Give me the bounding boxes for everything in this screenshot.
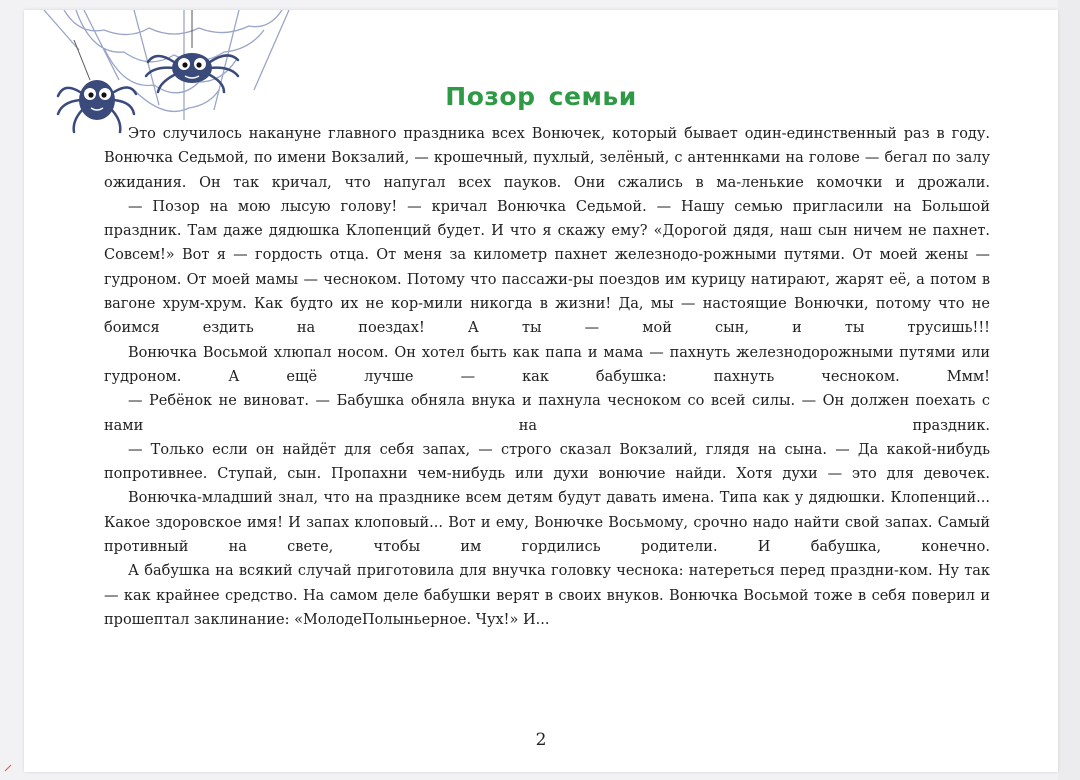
paragraph: Это случилось накануне главного праздника всех Вонючек, который бывает один-единственный раз в году. Вонючка Седьмой, по имени Вокзалий, — крошечный, пухлый, зелёный, с антеннками на голове — бегал по залу ожидания. Он так кричал, что напугал всех пауков. Они сжались в ма-ленькие комочки и дрожали. [104,126,990,191]
spider-icon [146,10,238,92]
paragraph: — Позор на мою лысую голову! — кричал Вонючка Седьмой. — Нашу семью пригласили на Большой праздник. Там даже дядюшка Клопенций будет. И что я скажу ему? «Дорогой дядя, наш сын ничем не пахнет. Совсем!» Вот я — гордость отца. От меня за километр пахнет железнодо-рожными путями. От моей жены — гудроном. От моей мамы — чесноком. Потому что пассажи-ры поездов им курицу натирают, жарят её, а потом в вагоне хрум-хрум. Как будто их не кор-мили никогда в жизни! Да, мы — настоящие Вонючки, потому что не боимся ездить на поездах! А ты — мой сын, и ты трусишь!!! [104,198,990,337]
corner-mark-icon [4,764,12,772]
paragraph: — Ребёнок не виноват. — Бабушка обняла внука и пахнула чесноком со всей силы. — Он должен поехать с нами на праздник. [104,393,990,434]
paragraph: А бабушка на всякий случай приготовила для внучка головку чеснока: натереться перед праздни-ком. Ну так — как крайнее средство. На самом деле бабушки верят в своих внуков. Вонючка Восьмой тоже в себя поверил и прошептал заклинание: «МолодеПолыньерное. Чух!» И... [104,563,990,628]
paragraph: Вонючка Восьмой хлюпал носом. Он хотел быть как папа и мама — пахнуть железнодорожными путями или гудроном. А ещё лучше — как бабушка: пахнуть чесноком. Ммм! [104,344,990,385]
story-text [104,122,990,632]
viewer-background-edge [1058,0,1080,780]
paragraph: Вонючка-младший знал, что на празднике всем детям будут давать имена. Типа как у дядюшки. Клопенций... Какое здоровское имя! И запах клоповый... Вот и ему, Вонючке Восьмому, срочно надо найти свой запах. Самый противный на свете, чтобы им гордились родители. И бабушка, конечно. [104,490,990,556]
page-number: 2 [535,730,547,750]
page-title: Позор семьи [445,82,637,111]
document-page [24,10,1058,772]
paragraph: — Только если он найдёт для себя запах, — строго сказал Вокзалий, глядя на сына. — Да какой-нибудь попротивнее. Ступай, сын. Пропахни чем-нибудь или духи вонючие найди. Хотя духи — это для девочек. [104,441,990,483]
